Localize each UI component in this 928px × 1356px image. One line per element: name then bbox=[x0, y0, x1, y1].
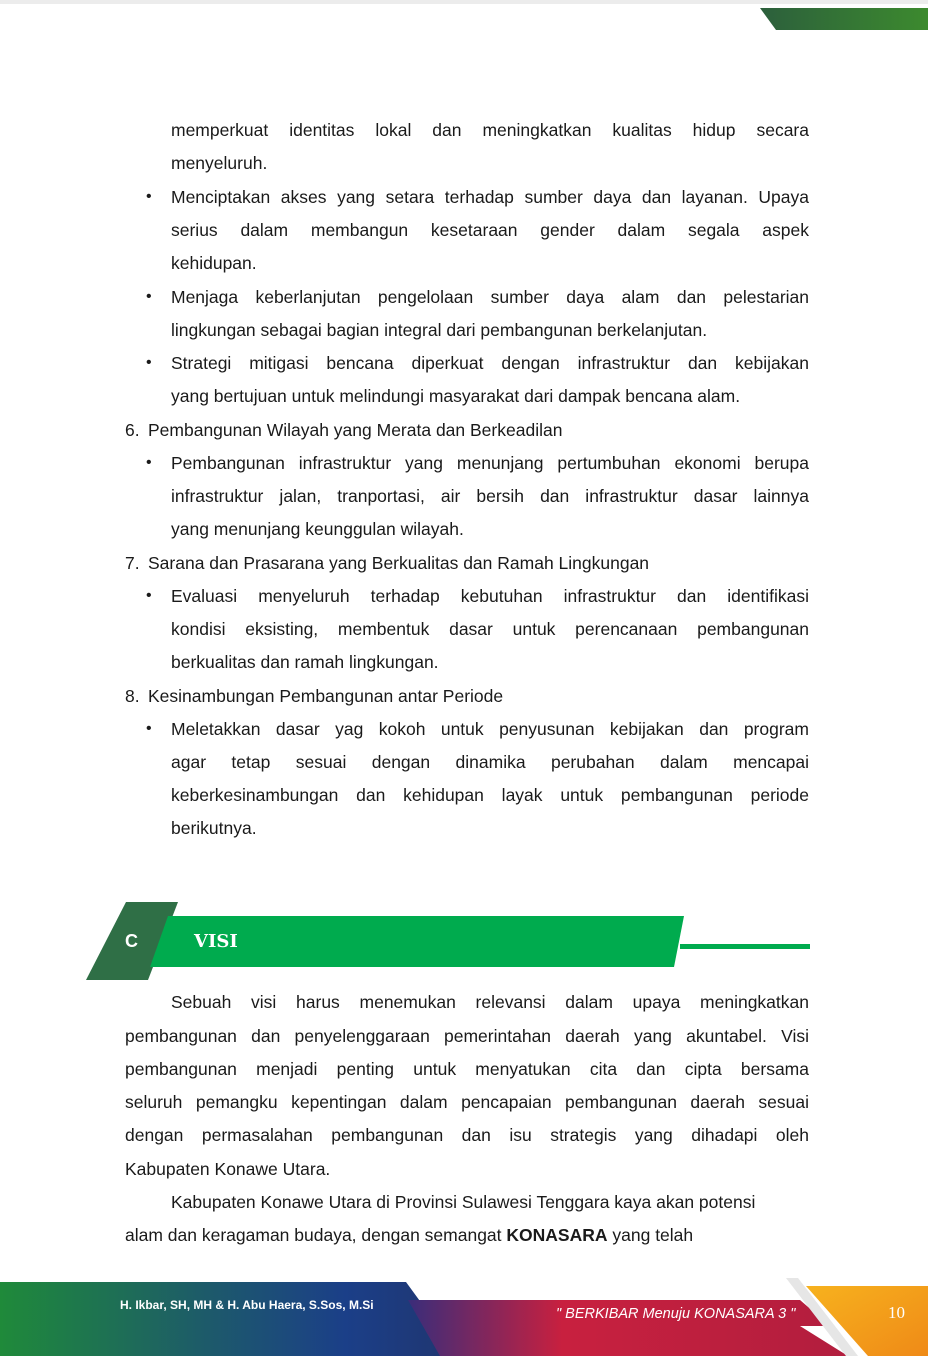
footer-authors: H. Ikbar, SH, MH & H. Abu Haera, S.Sos, M.Si bbox=[120, 1298, 374, 1312]
bullet-glyph: • bbox=[146, 454, 152, 471]
text-line: serius dalam membangun kesetaraan gender dalam segala aspek bbox=[171, 220, 809, 240]
text-line: berikutnya. bbox=[171, 818, 257, 838]
top-ribbon-decoration bbox=[760, 8, 928, 30]
text-line: memperkuat identitas lokal dan meningkatkan kualitas hidup secara bbox=[171, 120, 809, 140]
top-edge-strip bbox=[0, 0, 928, 4]
text-line: Meletakkan dasar yag kokoh untuk penyusunan kebijakan dan program bbox=[171, 719, 809, 739]
text-run: yang telah bbox=[607, 1225, 694, 1245]
text-line: yang menunjang keunggulan wilayah. bbox=[171, 519, 464, 539]
text-line bbox=[125, 1224, 693, 1246]
text-line: Kabupaten Konawe Utara. bbox=[125, 1159, 331, 1179]
text-line: seluruh pemangku kepentingan dalam pencapaian pembangunan daerah sesuai bbox=[125, 1092, 809, 1112]
text-line: menyeluruh. bbox=[171, 153, 268, 173]
section-title: VISI bbox=[194, 931, 238, 952]
section-letter: C bbox=[125, 931, 138, 951]
bullet-glyph: • bbox=[146, 188, 152, 205]
list-item-title: Sarana dan Prasarana yang Berkualitas dan Ramah Lingkungan bbox=[148, 553, 650, 573]
konasara-bold: KONASARA bbox=[506, 1225, 608, 1245]
text-line: keberkesinambungan dan kehidupan layak untuk pembangunan periode bbox=[171, 785, 809, 805]
text-line: kondisi eksisting, membentuk dasar untuk perencanaan pembangunan bbox=[171, 619, 809, 639]
list-number: 6. bbox=[125, 420, 140, 440]
text-line: Menjaga keberlanjutan pengelolaan sumber daya alam dan pelestarian bbox=[171, 287, 809, 307]
text-line: agar tetap sesuai dengan dinamika perubahan dalam mencapai bbox=[171, 752, 809, 772]
text-line: Strategi mitigasi bencana diperkuat dengan infrastruktur dan kebijakan bbox=[171, 353, 809, 373]
text-line: Evaluasi menyeluruh terhadap kebutuhan infrastruktur dan identifikasi bbox=[171, 586, 809, 606]
page-number: 10 bbox=[888, 1303, 905, 1322]
text-line: Kabupaten Konawe Utara di Provinsi Sulawesi Tenggara kaya akan potensi bbox=[171, 1192, 756, 1212]
text-line: yang bertujuan untuk melindungi masyarakat dari dampak bencana alam. bbox=[171, 386, 741, 406]
list-number: 8. bbox=[125, 686, 140, 706]
text-line: pembangunan menjadi penting untuk menyatukan cita dan cipta bersama bbox=[125, 1059, 809, 1079]
bullet-glyph: • bbox=[146, 587, 152, 604]
text-line: dengan permasalahan pembangunan dan isu strategis yang dihadapi oleh bbox=[125, 1125, 809, 1145]
bullet-glyph: • bbox=[146, 720, 152, 737]
text-line: infrastruktur jalan, tranportasi, air bersih dan infrastruktur dasar lainnya bbox=[171, 486, 809, 506]
text-line: Sebuah visi harus menemukan relevansi dalam upaya meningkatkan bbox=[171, 992, 809, 1012]
text-line: kehidupan. bbox=[171, 253, 257, 273]
text-line: pembangunan dan penyelenggaraan pemerintahan daerah yang akuntabel. Visi bbox=[125, 1026, 809, 1046]
list-item-title: Kesinambungan Pembangunan antar Periode bbox=[148, 686, 504, 706]
text-run: alam dan keragaman budaya, dengan semangat bbox=[125, 1225, 507, 1245]
list-item-title: Pembangunan Wilayah yang Merata dan Berkeadilan bbox=[148, 420, 563, 440]
text-line: Menciptakan akses yang setara terhadap sumber daya dan layanan. Upaya bbox=[171, 187, 809, 207]
list-number: 7. bbox=[125, 553, 140, 573]
text-line: lingkungan sebagai bagian integral dari pembangunan berkelanjutan. bbox=[171, 320, 708, 340]
text-line: berkualitas dan ramah lingkungan. bbox=[171, 652, 439, 672]
footer-motto: " BERKIBAR Menuju KONASARA 3 " bbox=[556, 1306, 796, 1322]
text-line: Pembangunan infrastruktur yang menunjang pertumbuhan ekonomi berupa bbox=[171, 453, 809, 473]
bullet-glyph: • bbox=[146, 354, 152, 371]
bullet-glyph: • bbox=[146, 288, 152, 305]
